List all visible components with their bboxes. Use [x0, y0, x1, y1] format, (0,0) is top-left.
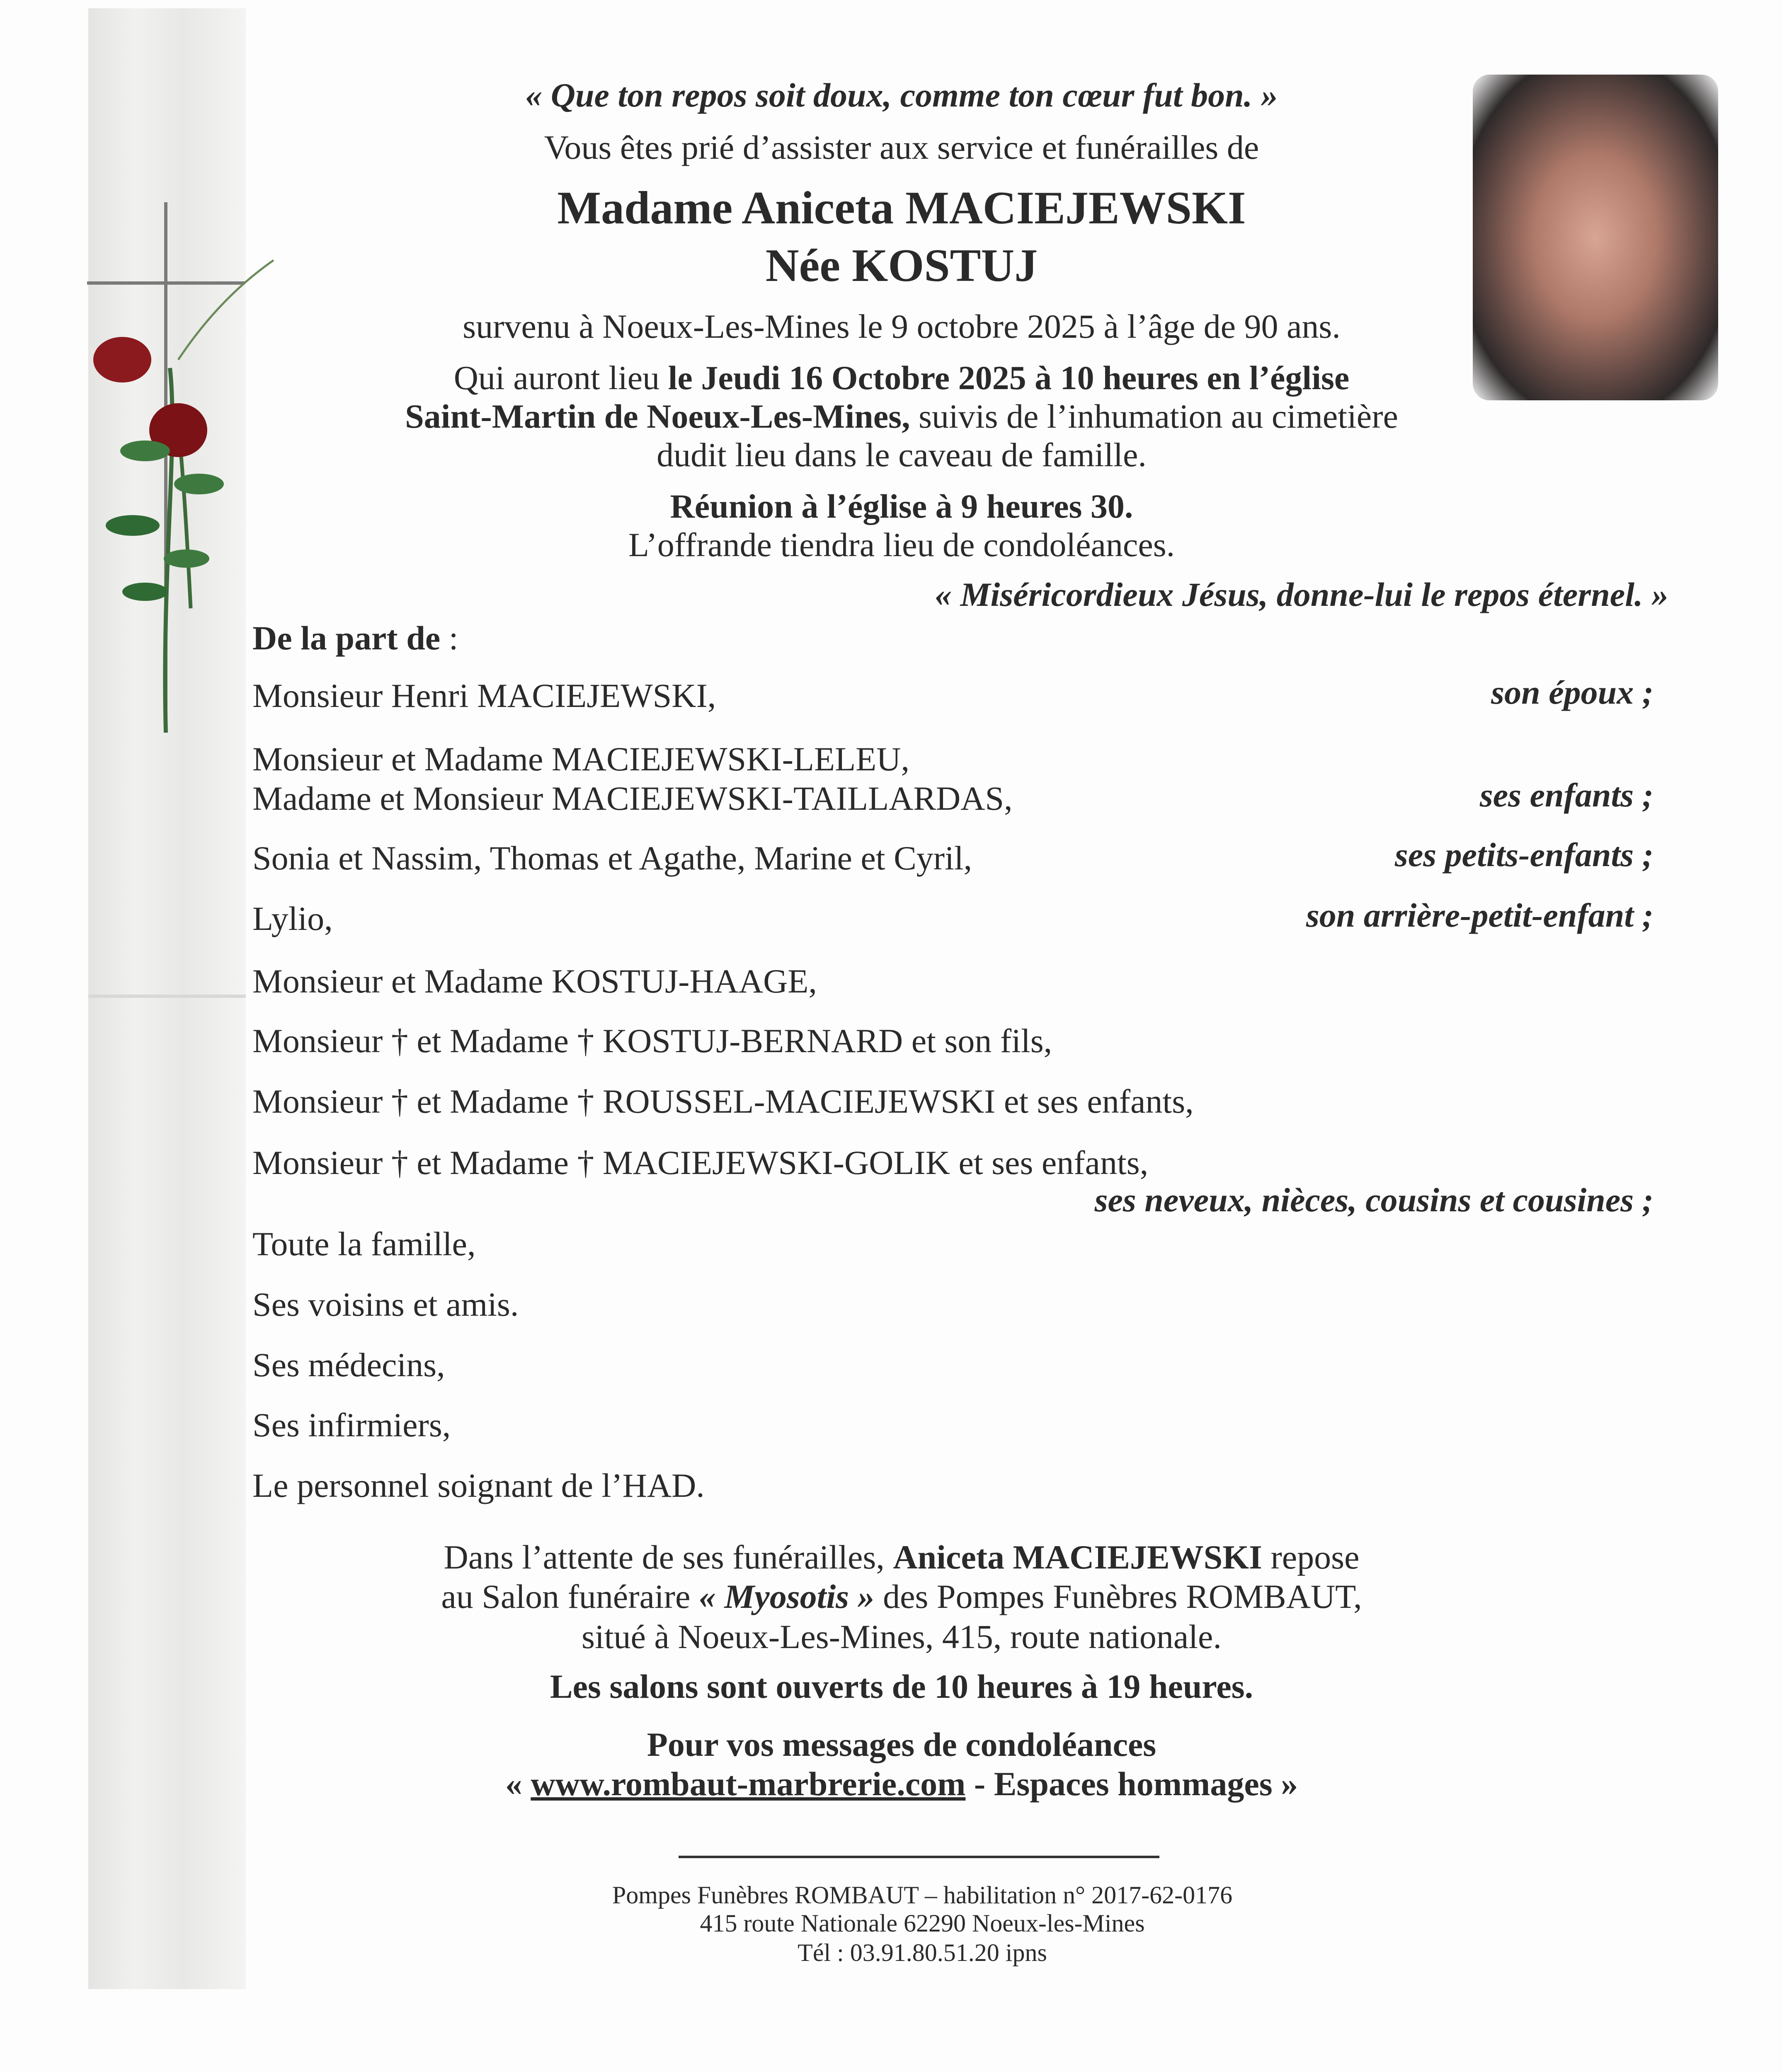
- ceremony-line-2: [290, 399, 1513, 433]
- rose-icon: [93, 337, 151, 382]
- family-names: Monsieur et Madame MACIEJEWSKI-LELEU,: [252, 740, 909, 778]
- ceremony-line-1: [290, 361, 1513, 395]
- maiden-name: Née KOSTUJ: [765, 240, 1038, 291]
- family-names: Ses infirmiers,: [252, 1406, 451, 1444]
- salon-hours: Les salons sont ouverts de 10 heures à 19 heures.: [550, 1668, 1253, 1705]
- repose-text: des Pompes Funèbres ROMBAUT,: [874, 1578, 1362, 1615]
- repose-line-3: situé à Noeux-Les-Mines, 415, route nationale.: [582, 1618, 1222, 1656]
- condolences-link-line: [290, 1767, 1513, 1801]
- repose-text: au Salon funéraire: [441, 1578, 699, 1615]
- repose-line-2: [290, 1580, 1513, 1614]
- family-names: Monsieur † et Madame † ROUSSEL-MACIEJEWSKI et ses enfants,: [252, 1082, 1194, 1120]
- church-name: Saint-Martin de Noeux-Les-Mines,: [405, 397, 910, 435]
- quote-open: «: [505, 1765, 531, 1803]
- ceremony-line-3: dudit lieu dans le caveau de famille.: [657, 436, 1147, 474]
- family-row: [252, 896, 1654, 937]
- family-row: [252, 742, 1654, 776]
- repose-name: Aniceta MACIEJEWSKI: [893, 1538, 1262, 1576]
- website-link[interactable]: www.rombaut-marbrerie.com: [531, 1765, 966, 1803]
- footer-company: Pompes Funèbres ROMBAUT – habilitation n° 2017-62-0176: [612, 1881, 1233, 1909]
- family-names: Monsieur Henri MACIEJEWSKI,: [252, 677, 716, 714]
- deceased-name: Madame Aniceta MACIEJEWSKI: [557, 182, 1246, 234]
- family-relation: ses neveux, nièces, cousins et cousines ;: [1094, 1181, 1654, 1219]
- family-heading-label: De la part de: [252, 619, 441, 657]
- family-row: [252, 1024, 1654, 1058]
- deceased-portrait-photo: [1473, 75, 1718, 400]
- family-heading: [252, 621, 458, 655]
- ceremony-text: Qui auront lieu: [453, 359, 668, 397]
- link-suffix: - Espaces hommages »: [965, 1765, 1298, 1803]
- family-relation: ses enfants ;: [1479, 776, 1654, 814]
- death-details: survenu à Noeux-Les-Mines le 9 octobre 2025 à l’âge de 90 ans.: [463, 307, 1341, 345]
- offering-note: L’offrande tiendra lieu de condoléances.: [628, 526, 1175, 564]
- family-row: [252, 1469, 1654, 1503]
- opening-quote: « Que ton repos soit doux, comme ton cœur fut bon. »: [525, 76, 1278, 114]
- family-heading-colon: :: [440, 619, 458, 657]
- condolences-heading: Pour vos messages de condoléances: [647, 1726, 1156, 1763]
- family-row: [252, 1146, 1654, 1180]
- family-row: [252, 836, 1654, 877]
- family-names: Toute la famille,: [252, 1225, 476, 1263]
- family-row: [252, 1285, 1654, 1323]
- family-relation: son arrière-petit-enfant ;: [1306, 896, 1654, 934]
- footer-phone: Tél : 03.91.80.51.20 ipns: [798, 1939, 1047, 1966]
- prayer-quote: « Miséricordieux Jésus, donne-lui le repos éternel. »: [935, 576, 1668, 613]
- meeting-time: Réunion à l’église à 9 heures 30.: [670, 487, 1133, 525]
- footer-divider: [679, 1856, 1159, 1858]
- family-row: [252, 1348, 1654, 1382]
- ceremony-date: le Jeudi 16 Octobre 2025 à 10 heures en l’église: [668, 359, 1350, 397]
- salon-name: « Myosotis »: [698, 1578, 875, 1615]
- invitation-text: Vous êtes prié d’assister aux service et funérailles de: [544, 128, 1259, 166]
- family-names: Monsieur † et Madame † MACIEJEWSKI-GOLIK et ses enfants,: [252, 1144, 1149, 1181]
- family-names: Monsieur et Madame KOSTUJ-HAAGE,: [252, 962, 817, 1000]
- ceremony-text: suivis de l’inhumation au cimetière: [910, 397, 1398, 435]
- family-row: [252, 1084, 1654, 1118]
- family-names: Ses médecins,: [252, 1346, 445, 1384]
- family-row: [252, 1227, 1654, 1261]
- family-names: Monsieur † et Madame † KOSTUJ-BERNARD et son fils,: [252, 1022, 1052, 1060]
- footer-address: 415 route Nationale 62290 Noeux-les-Mines: [700, 1910, 1145, 1937]
- family-names: Le personnel soignant de l’HAD.: [252, 1467, 705, 1504]
- family-names: Sonia et Nassim, Thomas et Agathe, Marine et Cyril,: [252, 839, 972, 877]
- family-row: [252, 673, 1654, 714]
- repose-line-1: [290, 1540, 1513, 1574]
- family-relation: ses petits-enfants ;: [1394, 836, 1654, 874]
- family-row: [252, 776, 1654, 817]
- family-names: Ses voisins et amis.: [252, 1285, 519, 1323]
- repose-text: Dans l’attente de ses funérailles,: [444, 1538, 893, 1576]
- repose-text: repose: [1262, 1538, 1360, 1576]
- family-names: Lylio,: [252, 900, 333, 937]
- family-row: [252, 1408, 1654, 1442]
- family-relation: son époux ;: [1491, 673, 1654, 711]
- family-names: Madame et Monsieur MACIEJEWSKI-TAILLARDAS,: [252, 779, 1013, 817]
- family-row: [252, 964, 1654, 998]
